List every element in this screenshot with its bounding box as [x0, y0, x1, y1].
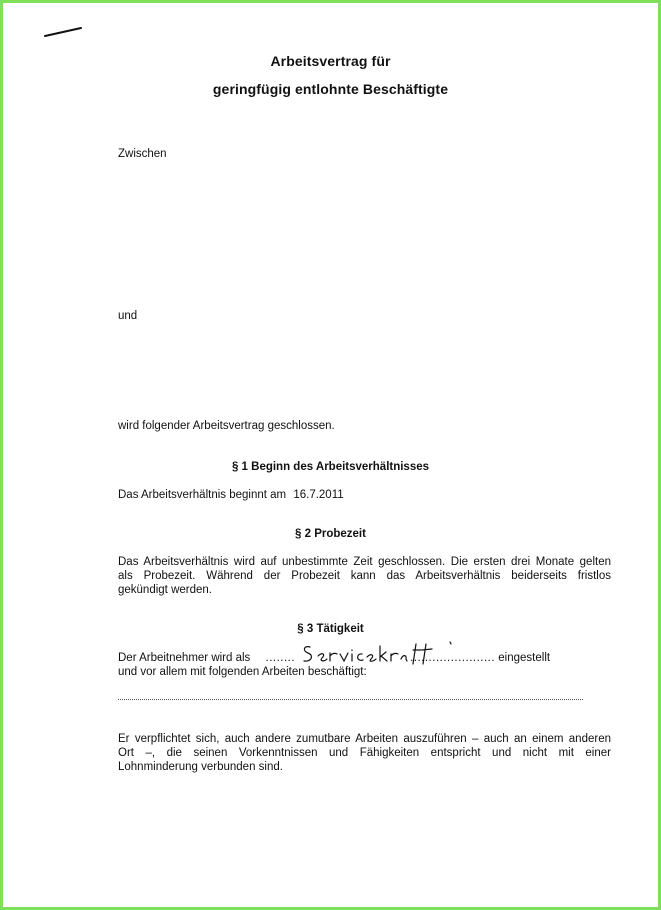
role-suffix: eingestellt — [498, 652, 551, 664]
section3-line: Ort –, die seinen Vorkenntnissen und Fähigkeiten entspricht und nicht mit einer — [118, 747, 611, 759]
section1-start-date: 16.7.2011 — [293, 489, 344, 501]
section2-line: gekündigt werden. — [118, 584, 212, 596]
concluded-text: wird folgender Arbeitsvertrag geschlossen. — [118, 420, 335, 432]
section2-line: als Probezeit. Während der Probezeit kann das Arbeitsverhältnis beiderseits fristlos — [118, 570, 611, 582]
between-label: Zwischen — [118, 148, 167, 160]
section3-activities-intro: und vor allem mit folgenden Arbeiten beschäftigt: — [118, 666, 367, 678]
section3-heading: § 3 Tätigkeit — [297, 623, 364, 635]
pen-stroke-mark — [43, 25, 85, 39]
section2-heading: § 2 Probezeit — [295, 528, 366, 540]
section2-line: Das Arbeitsverhältnis wird auf unbestimmte Zeit geschlossen. Die ersten drei Monate gelten — [118, 556, 611, 568]
section2-paragraph — [118, 555, 611, 597]
activities-dotted-line — [118, 699, 583, 700]
section3-line: Lohnminderung verbunden sind. — [118, 761, 283, 773]
section1-start-label: Das Arbeitsverhältnis beginnt am — [118, 489, 287, 501]
section3-line: Er verpflichtet sich, auch andere zumutbare Arbeiten auszuführen – auch an einem anderen — [118, 733, 611, 745]
role-dots-before: ........ — [265, 652, 296, 664]
section3-paragraph — [118, 732, 611, 774]
role-dots-after: ....................... — [410, 652, 496, 664]
section1-heading: § 1 Beginn des Arbeitsverhältnisses — [231, 461, 430, 473]
document-title-line1: Arbeitsvertrag für — [270, 53, 391, 69]
section1-text — [118, 488, 344, 502]
handwritten-role-servicekraft — [300, 640, 460, 668]
role-prefix: Der Arbeitnehmer wird als — [118, 652, 251, 664]
and-label: und — [118, 310, 138, 322]
document-title-line2: geringfügig entlohnte Beschäftigte — [212, 81, 449, 97]
